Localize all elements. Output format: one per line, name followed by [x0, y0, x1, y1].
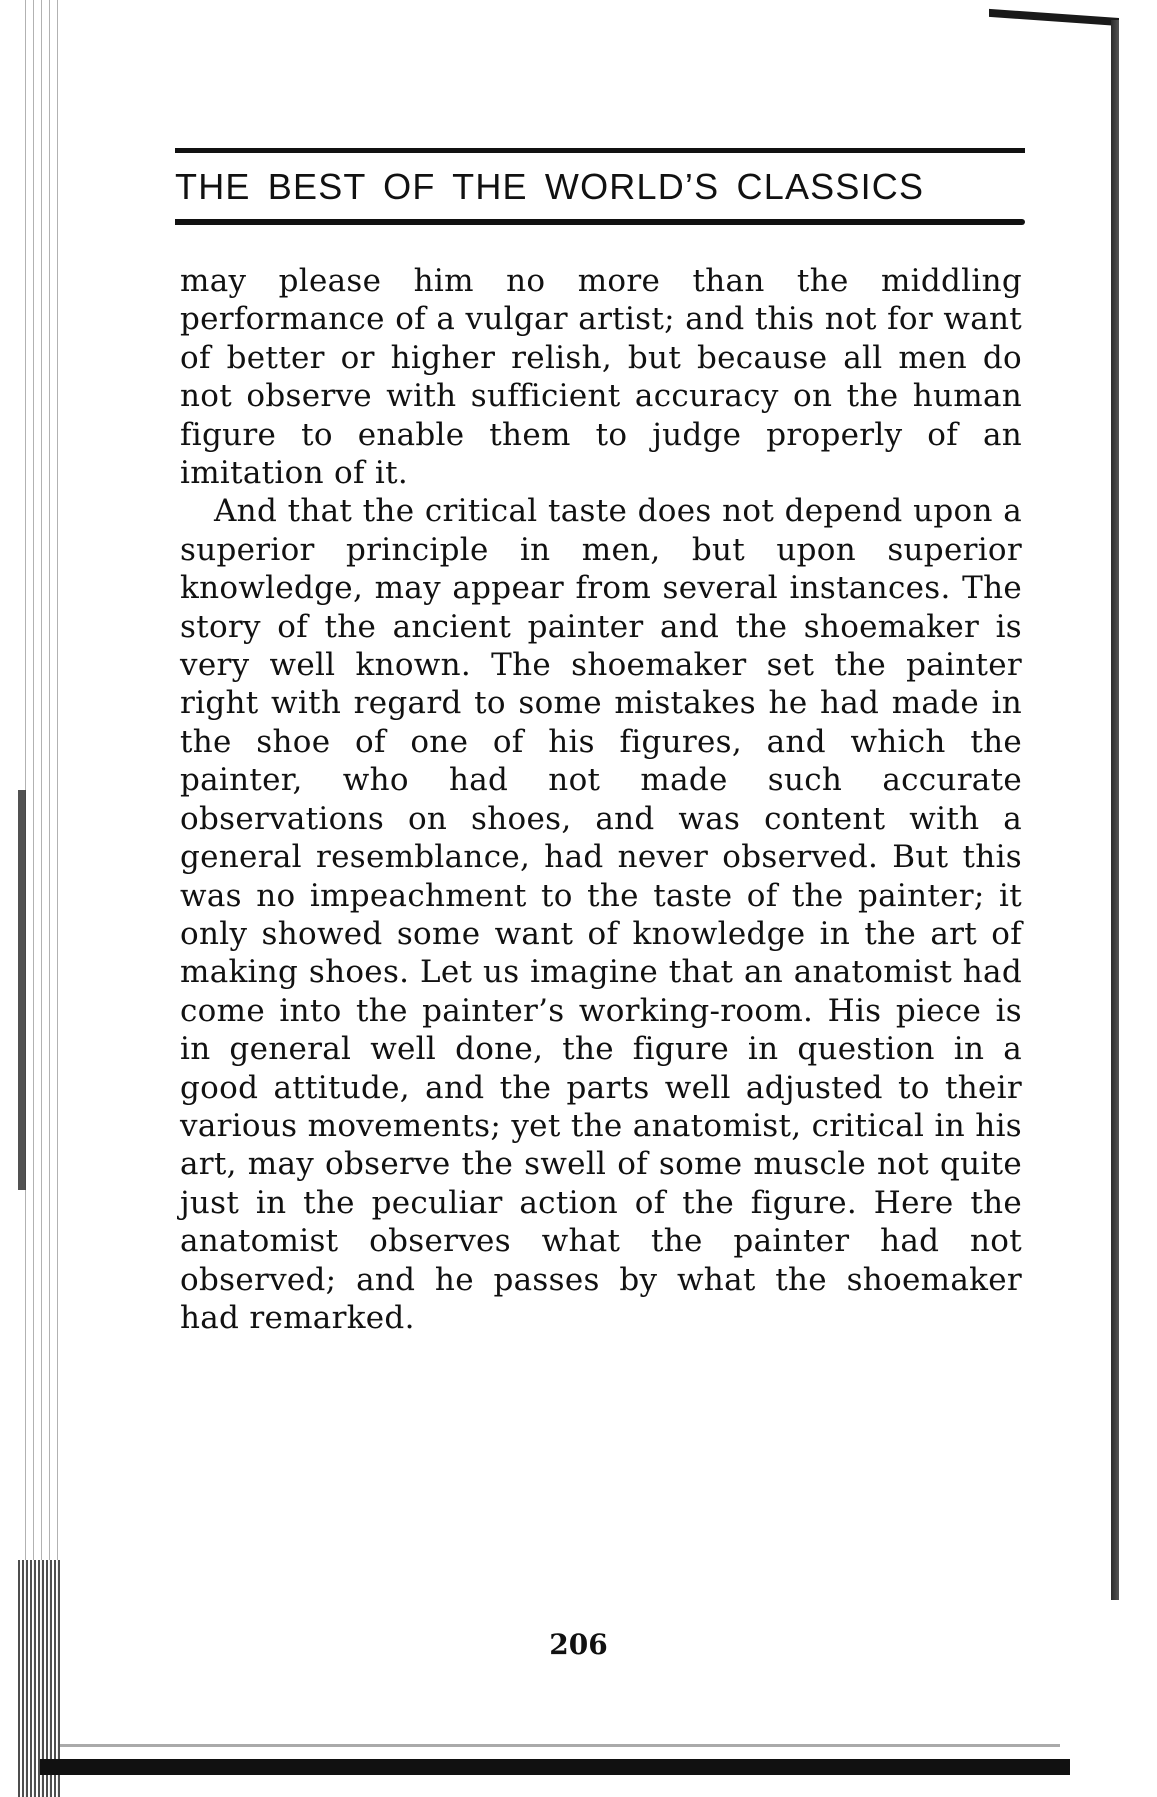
page-body-text [180, 262, 1022, 1337]
header-rule-bottom [175, 219, 1025, 225]
book-binding-edge [22, 0, 58, 1797]
paragraph: And that the critical taste does not depend upon a superior principle in men, but upon superior knowledge, may appear from several instances. The story of the ancient painter and the shoemaker is very well known. The shoemaker set the painter right with regard to some mistakes he had made in the shoe of one of his figures, and which the painter, who had not made such accurate observations on shoes, and was content with a general resemblance, had never observed. But this was no impeachment to the taste of the painter; it only showed some want of knowledge in the art of making shoes. Let us imagine that an anatomist had come into the painter’s working-room. His piece is in general well done, the figure in question in a good attitude, and the parts well adjusted to their various movements; yet the anatomist, critical in his art, may observe the swell of some muscle not quite just in the peculiar action of the figure. Here the anatomist observes what the painter had not observed; and he passes by what the shoemaker had remarked. [180, 493, 1022, 1336]
page-number: 206 [549, 1628, 608, 1661]
binding-shadow [18, 790, 26, 1190]
page-corner [989, 9, 1119, 26]
page-bottom-shadow [60, 1744, 1060, 1747]
header-rule-top [175, 148, 1025, 153]
paragraph-continued: may please him no more than the middling performance of a vulgar artist; and this not for want of better or higher relish, but because all men do not observe with sufficient accuracy on the human figure to enable them to judge properly of an imitation of it. [180, 263, 1022, 492]
page-right-edge [1111, 20, 1119, 1600]
page-bottom-edge [40, 1759, 1070, 1775]
page-header [175, 148, 1025, 225]
running-title: THE BEST OF THE WORLD’S CLASSICS [175, 166, 925, 207]
